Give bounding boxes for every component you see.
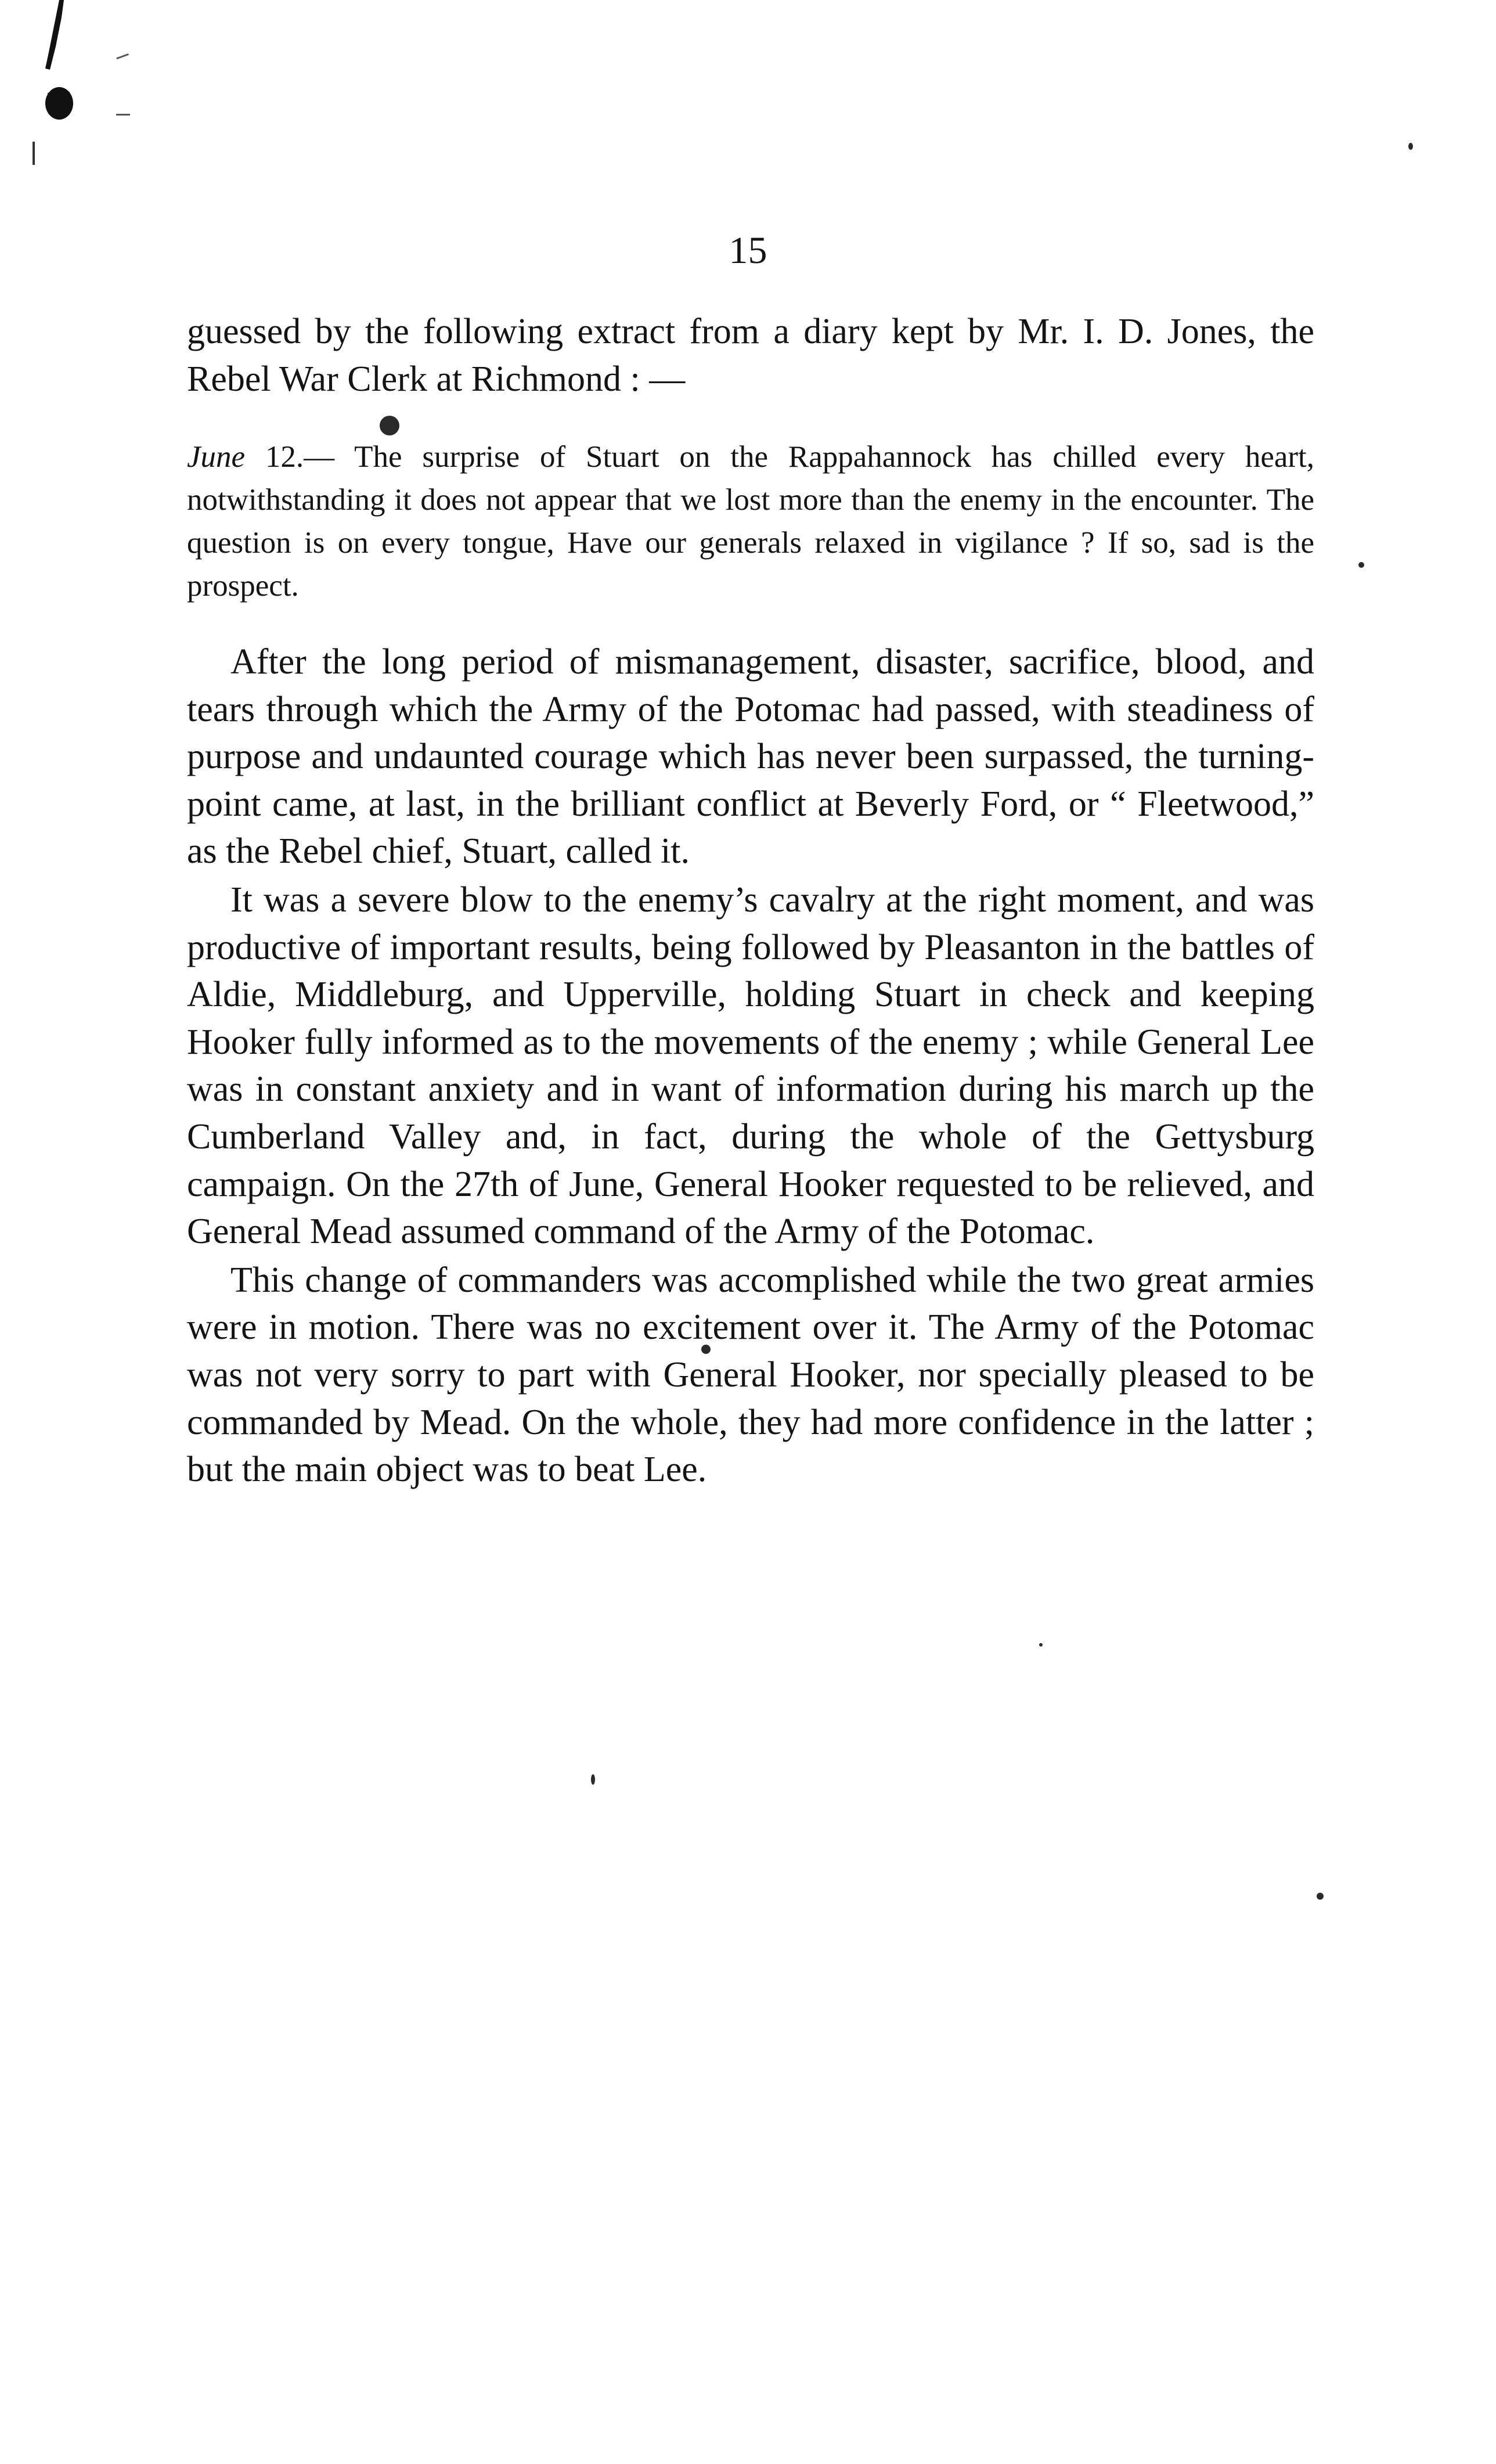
paragraph: It was a severe blow to the enemy’s cavalry at the right moment, and was productive of important results, being followed by Pleasanton in the battles of Aldie, Middleburg, and Upperville, holding Stuart in check and keeping Hooker fully informed as to the movements of the enemy ; while General Lee was in constant anxiety and in want of information during his march up the Cumberland Valley and, in fact, during the whole of the Gettysburg campaign. On the 27th of June, General Hooker requested to be relieved, and General Mead assumed command of the Army of the Potomac. xyxy=(187,880,1314,1252)
quote-text: 12.— The surprise of Stuart on the Rappahannock has chilled every heart, notwithstanding it does not appear that we lost more than the enemy in the encounter. The question is on every tongue, Have our generals relaxed in vigilance ? If so, sad is the prospect. xyxy=(187,440,1314,603)
speck xyxy=(591,1774,595,1785)
speck xyxy=(1317,1893,1324,1900)
diary-quote xyxy=(187,435,1314,607)
speck xyxy=(1408,143,1413,150)
speck xyxy=(1358,562,1364,568)
body-text xyxy=(187,639,1314,1494)
speck xyxy=(380,416,399,435)
paragraph: This change of commanders was accomplished while the two great armies were in motion. There was no excitement over it. The Army of the Potomac was not very sorry to part with General Hooker, nor specially pleased to be commanded by Mead. On the whole, they had more confidence in the latter ; but the main object was to beat Lee. xyxy=(187,1260,1314,1490)
paragraph: After the long period of mismanagement, disaster, sacrifice, blood, and tears through which the Army of the Potomac had passed, with steadiness of purpose and undaunted courage which has never been surpassed, the turning-point came, at last, in the brilliant conflict at Beverly Ford, or “ Fleetwood,” as the Rebel chief, Stuart, called it. xyxy=(187,642,1314,871)
speck xyxy=(1039,1643,1043,1647)
page-number: 15 xyxy=(729,229,767,272)
intro-paragraph: guessed by the following extract from a diary kept by Mr. I. D. Jones, the Rebel War Clerk at Richmond : — xyxy=(187,312,1314,399)
quote-date: June xyxy=(187,440,246,474)
ink-mark-top-left xyxy=(23,0,174,174)
